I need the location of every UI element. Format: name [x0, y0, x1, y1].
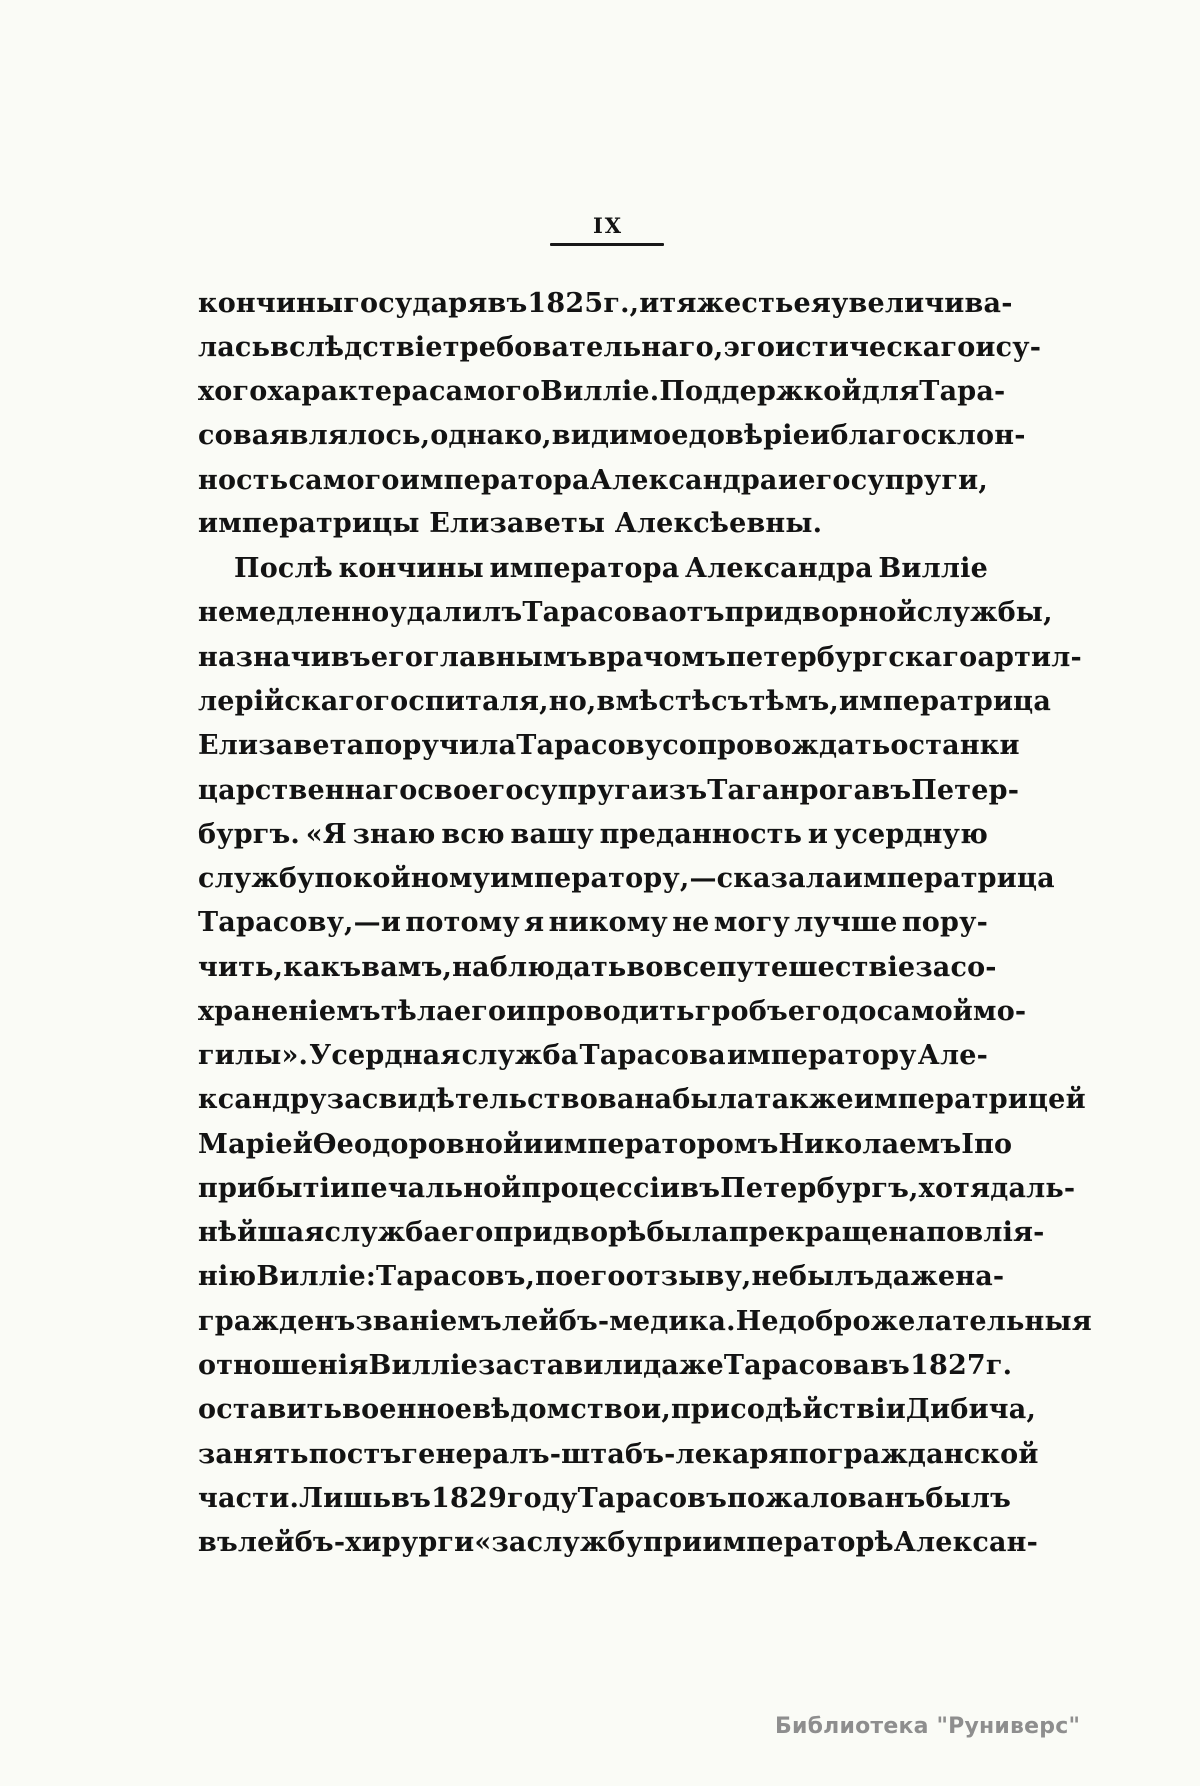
- page-number: IX: [592, 213, 624, 238]
- text-line: прибытіи печальной процессіи въ Петербургъ, хотя даль-: [198, 1172, 1076, 1204]
- text-line: лась вслѣдствіе требовательнаго, эгоистическаго и су-: [198, 331, 1042, 363]
- text-line: ксандру засвидѣтельствована была также императрицей: [198, 1084, 1086, 1116]
- text-line: храненіемъ тѣла его и проводить гробъ его до самой мо-: [198, 995, 1027, 1027]
- text-line: оставить военное вѣдомство и, при содѣйствіи Дибича,: [198, 1394, 1037, 1426]
- text-line: отношенія Вилліе заставили даже Тарасова въ 1827 г.: [198, 1350, 1013, 1381]
- text-line: хого характера самого Вилліе. Поддержкой для Тара-: [198, 376, 1006, 408]
- text-line: немедленно удалилъ Тарасова отъ придворной службы,: [198, 597, 1053, 629]
- text-line: ность самого императора Александра и его супруги,: [198, 464, 988, 496]
- text-line: Послѣ кончины императора Александра Вилліе: [234, 553, 988, 585]
- text-line: лерійскаго госпиталя, но, вмѣстѣ съ тѣмъ, императрица: [198, 686, 1052, 718]
- text-line: службу покойному императору,—сказала императрица: [198, 863, 1055, 895]
- text-line: нѣйшая служба его при дворѣ была прекращена по влія-: [198, 1217, 1045, 1249]
- text-line: гилы». Усердная служба Тарасова императору Але-: [198, 1040, 988, 1072]
- text-line: Тарасову,—и потому я никому не могу лучше пору-: [198, 907, 988, 939]
- text-line: назначивъ его главнымъ врачомъ петербургскаго артил-: [198, 641, 1082, 673]
- text-line: Елизавета поручила Тарасову сопровождать останки: [198, 730, 1020, 762]
- text-line: царственнаго своего супруга изъ Таганрога въ Петер-: [198, 774, 1020, 806]
- text-line: занять постъ генералъ-штабъ-лекаря по гражданской: [198, 1438, 1039, 1470]
- header-rule: [550, 243, 664, 246]
- text-line: кончины государя въ 1825 г., и тяжесть ея увеличива-: [198, 287, 1013, 319]
- text-line: бургъ. «Я знаю всю вашу преданность и усердную: [198, 818, 988, 850]
- text-line: Маріей Ѳеодоровной и императоромъ Николаемъ I по: [198, 1128, 1013, 1160]
- text-line: въ лейбъ-хирурги «за службу при императорѣ Алексан-: [198, 1527, 1039, 1559]
- text-line: нію Вилліе: Тарасовъ, по его отзыву, не былъ даже на-: [198, 1261, 1005, 1293]
- text-line: части. Лишь въ 1829 году Тарасовъ пожалованъ былъ: [198, 1482, 1011, 1514]
- text-line: императрицы Елизаветы Алексѣевны.: [198, 508, 823, 540]
- text-line: гражденъ званіемъ лейбъ-медика. Недоброжелательныя: [198, 1305, 1092, 1337]
- text-line: чить, какъ вамъ, наблюдать во все путешествіе за со-: [198, 951, 997, 983]
- page-text: [198, 281, 1092, 1565]
- library-watermark: Библиотека "Руниверс": [775, 1714, 1081, 1739]
- text-line: сова являлось, однако, видимое довѣріе и благосклон-: [198, 420, 1026, 452]
